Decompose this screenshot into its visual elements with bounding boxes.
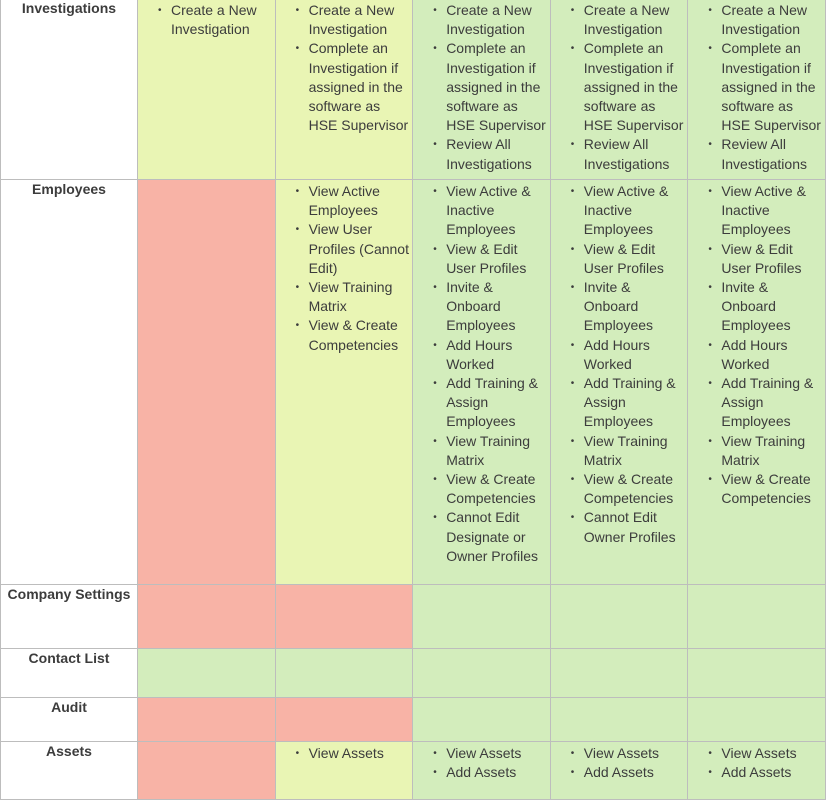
permission-cell xyxy=(413,649,551,698)
permission-list xyxy=(138,0,275,39)
permission-cell xyxy=(413,585,551,649)
permission-item: • Create a New Investigation xyxy=(296,1,413,39)
permission-item: • View & Edit User Profiles xyxy=(708,240,825,278)
permission-list xyxy=(276,0,413,135)
permission-cell xyxy=(275,585,413,649)
permission-cell xyxy=(550,0,688,180)
permission-cell xyxy=(275,0,413,180)
permission-cell xyxy=(688,742,826,800)
permission-item: • Invite & Onboard Employees xyxy=(433,278,550,336)
permission-item: • Add Assets xyxy=(571,763,688,782)
permission-item: • Cannot Edit Designate or Owner Profiles xyxy=(433,508,550,566)
permission-item: • Complete an Investigation if assigned in the software as HSE Supervisor xyxy=(571,39,688,135)
permission-item: • Complete an Investigation if assigned in the software as HSE Supervisor xyxy=(296,39,413,135)
permission-cell xyxy=(413,0,551,180)
permission-cell xyxy=(138,0,276,180)
permission-item: • Add Hours Worked xyxy=(433,336,550,374)
permission-item: • View Active Employees xyxy=(296,182,413,220)
permission-item: • View Assets xyxy=(708,744,825,763)
permission-cell xyxy=(138,180,276,585)
permission-list xyxy=(688,742,825,782)
permission-item: • View & Edit User Profiles xyxy=(571,240,688,278)
permission-list xyxy=(688,0,825,174)
permission-list xyxy=(413,0,550,174)
permission-cell xyxy=(275,180,413,585)
permission-list xyxy=(551,0,688,174)
row-label: Assets xyxy=(1,742,138,800)
permission-item: • View Assets xyxy=(433,744,550,763)
table-row-contact-list xyxy=(1,649,826,698)
row-label: Contact List xyxy=(1,649,138,698)
permission-item: • Review All Investigations xyxy=(433,135,550,173)
permission-cell xyxy=(550,585,688,649)
table-row-investigations xyxy=(1,0,826,180)
permission-cell xyxy=(138,649,276,698)
permission-item: • Create a New Investigation xyxy=(433,1,550,39)
permissions-table-body xyxy=(1,0,826,800)
permission-list xyxy=(276,742,413,763)
table-row-audit xyxy=(1,698,826,742)
permission-list xyxy=(551,180,688,547)
permission-list xyxy=(276,180,413,355)
permission-item: • Add Training & Assign Employees xyxy=(708,374,825,432)
permission-item: • View Assets xyxy=(296,744,413,763)
table-row-assets xyxy=(1,742,826,800)
permission-item: • Add Hours Worked xyxy=(571,336,688,374)
permission-cell xyxy=(550,649,688,698)
permission-item: • View & Create Competencies xyxy=(571,470,688,508)
permission-cell xyxy=(413,698,551,742)
permission-cell xyxy=(413,742,551,800)
permission-item: • View Active & Inactive Employees xyxy=(708,182,825,240)
permission-item: • Create a New Investigation xyxy=(571,1,688,39)
permission-item: • Add Assets xyxy=(433,763,550,782)
row-label: Audit xyxy=(1,698,138,742)
permission-item: • Review All Investigations xyxy=(708,135,825,173)
permission-cell xyxy=(688,0,826,180)
permission-item: • Invite & Onboard Employees xyxy=(571,278,688,336)
permission-item: • Add Training & Assign Employees xyxy=(433,374,550,432)
permission-item: • Cannot Edit Owner Profiles xyxy=(571,508,688,546)
permission-item: • Create a New Investigation xyxy=(158,1,275,39)
permission-item: • Invite & Onboard Employees xyxy=(708,278,825,336)
permission-cell xyxy=(550,742,688,800)
permission-cell xyxy=(138,742,276,800)
row-label: Employees xyxy=(1,180,138,585)
permission-cell xyxy=(138,585,276,649)
permission-item: • View Active & Inactive Employees xyxy=(571,182,688,240)
permission-item: • View Assets xyxy=(571,744,688,763)
permission-cell xyxy=(688,585,826,649)
permission-list xyxy=(413,180,550,566)
permission-item: • View & Create Competencies xyxy=(433,470,550,508)
permission-item: • Add Hours Worked xyxy=(708,336,825,374)
permission-list xyxy=(413,742,550,782)
permission-cell xyxy=(688,649,826,698)
permission-item: • Create a New Investigation xyxy=(708,1,825,39)
permission-cell xyxy=(550,698,688,742)
permission-item: • Add Assets xyxy=(708,763,825,782)
row-label: Investigations xyxy=(1,0,138,180)
table-row-employees xyxy=(1,180,826,585)
permission-cell xyxy=(688,180,826,585)
permission-item: • View & Edit User Profiles xyxy=(433,240,550,278)
permission-cell xyxy=(275,742,413,800)
permission-cell xyxy=(688,698,826,742)
permission-cell xyxy=(138,698,276,742)
permission-item: • View Training Matrix xyxy=(296,278,413,316)
permission-cell xyxy=(275,698,413,742)
permission-cell xyxy=(413,180,551,585)
permission-item: • View Training Matrix xyxy=(571,432,688,470)
permission-list xyxy=(688,180,825,508)
permission-cell xyxy=(550,180,688,585)
permission-item: • Add Training & Assign Employees xyxy=(571,374,688,432)
permission-cell xyxy=(275,649,413,698)
permission-item: • View & Create Competencies xyxy=(708,470,825,508)
row-label: Company Settings xyxy=(1,585,138,649)
permission-item: • View Training Matrix xyxy=(708,432,825,470)
permission-list xyxy=(551,742,688,782)
permission-item: • Complete an Investigation if assigned in the software as HSE Supervisor xyxy=(433,39,550,135)
permission-item: • View Training Matrix xyxy=(433,432,550,470)
permission-item: • Review All Investigations xyxy=(571,135,688,173)
permission-item: • View Active & Inactive Employees xyxy=(433,182,550,240)
permission-item: • View & Create Competencies xyxy=(296,316,413,354)
table-row-company-settings xyxy=(1,585,826,649)
permission-item: • Complete an Investigation if assigned in the software as HSE Supervisor xyxy=(708,39,825,135)
permission-item: • View User Profiles (Cannot Edit) xyxy=(296,220,413,278)
